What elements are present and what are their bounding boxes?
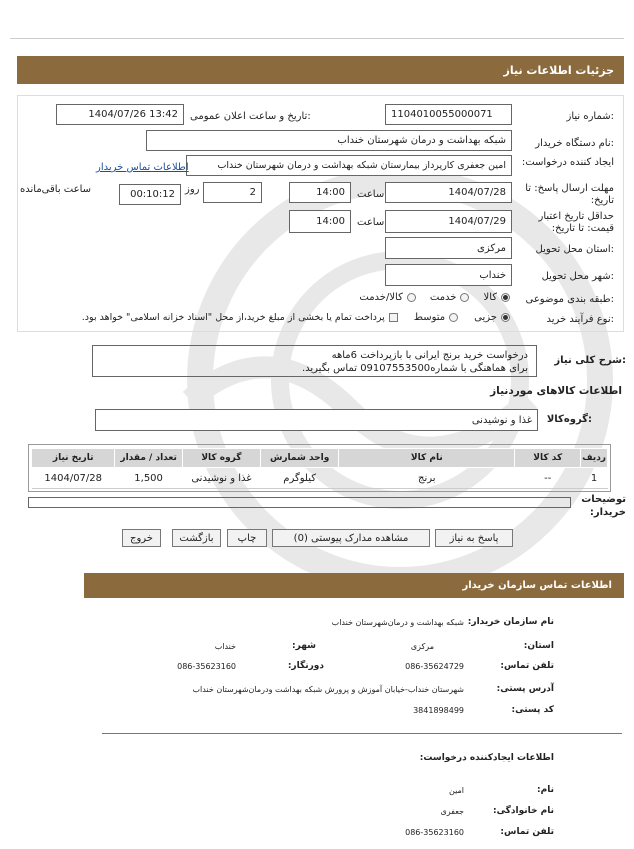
category-option-service[interactable]: خدمت xyxy=(430,292,470,303)
category-option-goods[interactable]: کالا xyxy=(483,292,510,303)
buyer-notes-box xyxy=(28,497,571,508)
table-row: 1 -- برنج کیلوگرم غذا و نوشیدنی 1,500 1404/07/28 xyxy=(32,468,608,489)
buyer-contact-link[interactable]: اطلاعات تماس خریدار xyxy=(96,162,189,173)
deadline-time-field: 14:00 xyxy=(289,182,351,203)
validity-date-field: 1404/07/29 xyxy=(385,210,512,233)
purchase-option-medium[interactable]: متوسط xyxy=(414,312,458,323)
first-name-value: امین xyxy=(448,786,464,795)
buyer-notes-label: توضیحات خریدار: xyxy=(581,494,626,518)
contact-details: نام سازمان خریدار: شبکه بهداشت و درمان‌شهرستان خنداب استان: مرکزی شهر: خنداب تلفن تماس: 086-35624729 دورنگار: 086-35623160 آدرس پستی: شهرستان خنداب-خیابان آموزش و پرورش شبکه بهداشت ودرمان‌شهرستان خنداب کد پستی: 3841898499 اطلاعات ایجادکننده درخواست: نام: امین نام خانوادگی: جعفری تلفن تماس: 086-35623160 xyxy=(90,612,624,842)
org-value: شبکه بهداشت و درمان‌شهرستان خنداب xyxy=(331,618,464,627)
radio-icon[interactable] xyxy=(449,313,458,322)
exit-button[interactable]: خروج xyxy=(122,529,161,547)
page-title: جزئیات اطلاعات نیاز xyxy=(503,63,614,77)
province-label: استان محل تحویل: xyxy=(535,244,614,255)
col-name: نام کالا xyxy=(339,449,515,468)
deadline-time-label: ساعت xyxy=(357,189,385,200)
remaining-label: ساعت باقی‌مانده xyxy=(20,184,92,195)
goods-table xyxy=(31,448,608,489)
attachments-button[interactable]: مشاهده مدارک پیوستی (0) xyxy=(272,529,430,547)
city-value: خنداب xyxy=(214,642,236,651)
goods-group-field: غذا و نوشیدنی xyxy=(95,409,538,431)
summary-line-2: برای هماهنگی با شماره09107553500 تماس بگیرید. xyxy=(301,363,528,374)
min-validity-label: حداقل تاریخ اعتبار قیمت: تا تاریخ: xyxy=(538,211,614,234)
creator-label: ایجاد کننده درخواست: xyxy=(521,157,614,168)
buyer-org-label: نام دستگاه خریدار: xyxy=(535,138,614,149)
deadline-label: مهلت ارسال پاسخ: تا تاریخ: xyxy=(525,183,614,206)
city-label: شهر محل تحویل: xyxy=(541,271,614,282)
category-label: طبقه بندی موضوعی: xyxy=(525,294,614,305)
deadline-date-field: 1404/07/28 xyxy=(385,182,512,203)
days-remaining-field: 2 xyxy=(203,182,262,203)
radio-icon[interactable] xyxy=(501,293,510,302)
radio-icon[interactable] xyxy=(460,293,469,302)
validity-time-field: 14:00 xyxy=(289,210,351,233)
validity-time-label: ساعت xyxy=(357,217,385,228)
contact-title: اطلاعات تماس سازمان خریدار xyxy=(462,580,612,591)
treasury-payment-option[interactable]: پرداخت تمام یا بخشی از مبلغ خرید،از محل "اسناد خزانه اسلامی" خواهد بود. xyxy=(82,312,398,323)
checkbox-icon[interactable] xyxy=(389,313,398,322)
province-value: مرکزی xyxy=(410,642,434,651)
goods-group-label: گروه‌کالا: xyxy=(546,414,592,425)
contact-header xyxy=(84,573,624,598)
creator-field: امین جعفری کارپرداز بیمارستان شبکه بهداشت و درمان شهرستان خنداب xyxy=(186,155,512,176)
col-code: کد کالا xyxy=(515,449,581,468)
col-group: گروه کالا xyxy=(182,449,260,468)
phone-value: 086-35624729 xyxy=(405,662,464,671)
announce-label: تاریخ و ساعت اعلان عمومی: xyxy=(190,111,311,122)
contact-divider xyxy=(102,733,622,734)
address-value: شهرستان خنداب-خیابان آموزش و پرورش شبکه بهداشت ودرمان‌شهرستان خنداب xyxy=(192,685,464,694)
page-header xyxy=(17,56,624,84)
province-field: مرکزی xyxy=(385,237,512,259)
fax-value: 086-35623160 xyxy=(177,662,236,671)
creator-phone-value: 086-35623160 xyxy=(405,828,464,837)
summary-line-1: درخواست خرید برنج ایرانی با بازپرداخت 6ماهه xyxy=(331,350,528,361)
category-radio-group xyxy=(359,292,510,303)
back-button[interactable]: بازگشت xyxy=(172,529,221,547)
col-date: تاریخ نیاز xyxy=(32,449,115,468)
print-button[interactable]: چاپ xyxy=(227,529,267,547)
goods-table-header xyxy=(32,449,608,468)
goods-section-title: اطلاعات کالاهای موردنیاز xyxy=(490,385,622,397)
summary-label: شرح کلی نیاز: xyxy=(554,355,626,366)
radio-icon[interactable] xyxy=(501,313,510,322)
purchase-type-radio-group xyxy=(82,312,510,323)
announce-field: 1404/07/26 13:42 xyxy=(56,104,184,125)
city-field: خنداب xyxy=(385,264,512,286)
last-name-value: جعفری xyxy=(440,807,464,816)
category-option-both[interactable]: کالا/خدمت xyxy=(359,292,416,303)
radio-icon[interactable] xyxy=(407,293,416,302)
remaining-time-field: 00:10:12 xyxy=(119,184,181,205)
need-number-label: شماره نیاز: xyxy=(566,111,614,122)
col-unit: واحد شمارش xyxy=(261,449,339,468)
col-row: ردیف xyxy=(581,449,608,468)
postal-value: 3841898499 xyxy=(413,706,464,715)
need-number-field: 1104010055000071 xyxy=(385,104,512,125)
top-divider xyxy=(10,38,624,39)
day-label: روز xyxy=(185,184,200,195)
buyer-org-field: شبکه بهداشت و درمان شهرستان خنداب xyxy=(146,130,512,151)
reply-button[interactable]: پاسخ به نیاز xyxy=(435,529,513,547)
purchase-type-label: نوع فرآیند خرید: xyxy=(546,314,614,325)
summary-box xyxy=(92,345,537,377)
purchase-option-minor[interactable]: جزیی xyxy=(474,312,510,323)
col-qty: تعداد / مقدار xyxy=(115,449,182,468)
